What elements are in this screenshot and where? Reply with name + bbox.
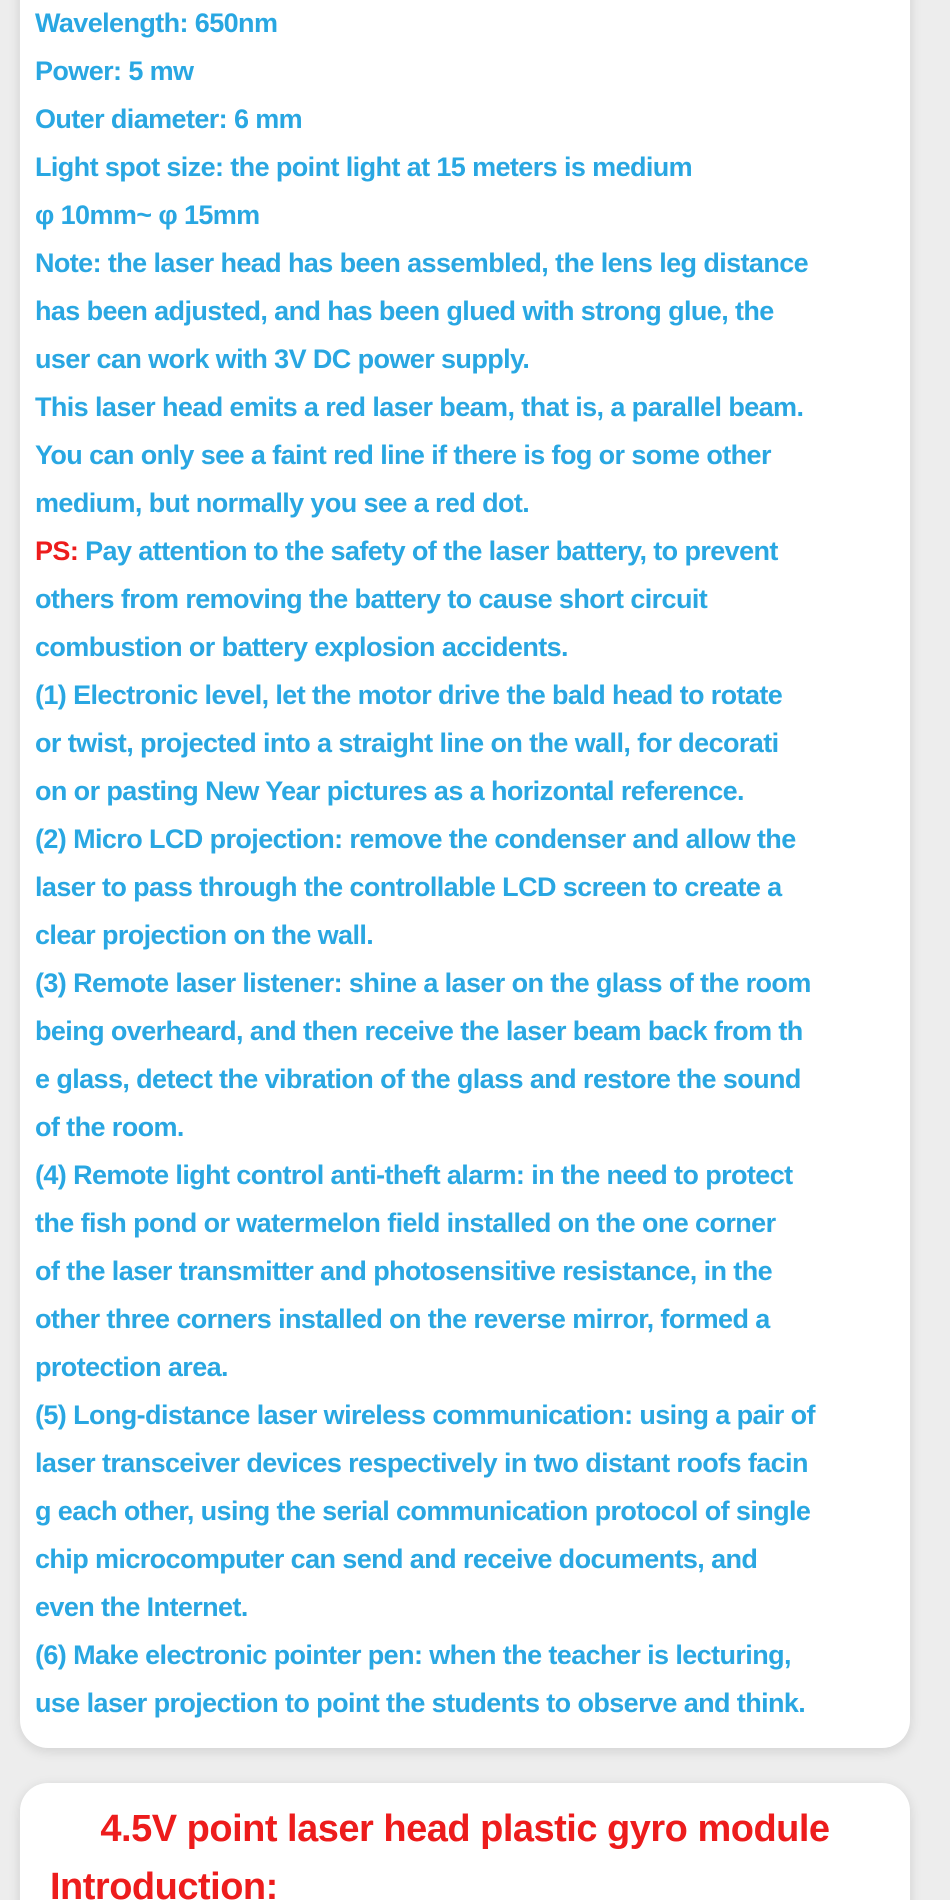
description-line [35, 1055, 888, 1103]
description-line [35, 1103, 888, 1151]
text-segment: others from removing the battery to cause short circuit [35, 584, 708, 614]
description-line [35, 287, 888, 335]
description-line [35, 1007, 888, 1055]
description-line [35, 1679, 888, 1727]
text-segment: chip microcomputer can send and receive documents, and [35, 1544, 758, 1574]
text-segment: Pay attention to the safety of the laser battery, to prevent [78, 536, 778, 566]
description-line [35, 191, 888, 239]
text-segment: Power: 5 mw [35, 56, 194, 86]
description-card [20, 0, 910, 1748]
text-segment: φ 10mm~ φ 15mm [35, 200, 260, 230]
text-segment: You can only see a faint red line if there is fog or some other [35, 440, 771, 470]
text-segment: other three corners installed on the reverse mirror, formed a [35, 1304, 770, 1334]
text-segment: of the laser transmitter and photosensitive resistance, in the [35, 1256, 773, 1286]
description-line [35, 623, 888, 671]
text-segment: Wavelength: 650nm [35, 8, 278, 38]
text-segment: (4) Remote light control anti-theft alarm: in the need to protect [35, 1160, 793, 1190]
text-segment: PS: [35, 536, 79, 566]
description-line [35, 815, 888, 863]
description-line [35, 239, 888, 287]
description-line [35, 0, 888, 47]
description-line [35, 575, 888, 623]
description-line [35, 1583, 888, 1631]
description-line [35, 383, 888, 431]
text-segment: protection area. [35, 1352, 228, 1382]
description-line [35, 527, 888, 575]
description-line [35, 143, 888, 191]
text-segment: or twist, projected into a straight line on the wall, for decorati [35, 728, 779, 758]
text-segment: This laser head emits a red laser beam, that is, a parallel beam. [35, 392, 804, 422]
text-segment: on or pasting New Year pictures as a horizontal reference. [35, 776, 744, 806]
text-segment: laser transceiver devices respectively in two distant roofs facin [35, 1448, 808, 1478]
description-line [35, 671, 888, 719]
text-segment: Light spot size: the point light at 15 meters is medium [35, 152, 693, 182]
intro-card-subtitle: Introduction: [50, 1866, 278, 1900]
text-segment: laser to pass through the controllable LCD screen to create a [35, 872, 782, 902]
text-segment: combustion or battery explosion accidents. [35, 632, 568, 662]
description-line [35, 959, 888, 1007]
description-text [35, 0, 888, 1727]
text-segment: of the room. [35, 1112, 184, 1142]
description-line [35, 1199, 888, 1247]
text-segment: even the Internet. [35, 1592, 248, 1622]
text-segment: Note: the laser head has been assembled, the lens leg distance [35, 248, 809, 278]
text-segment: Outer diameter: 6 mm [35, 104, 303, 134]
text-segment: the fish pond or watermelon field installed on the one corner [35, 1208, 776, 1238]
text-segment: (3) Remote laser listener: shine a laser on the glass of the room [35, 968, 811, 998]
description-line [35, 1343, 888, 1391]
description-line [35, 1631, 888, 1679]
description-line [35, 911, 888, 959]
intro-card [20, 1783, 910, 1900]
text-segment: (1) Electronic level, let the motor drive the bald head to rotate [35, 680, 783, 710]
description-line [35, 767, 888, 815]
description-line [35, 335, 888, 383]
intro-card-title: 4.5V point laser head plastic gyro module [100, 1808, 830, 1850]
description-line [35, 95, 888, 143]
text-segment: clear projection on the wall. [35, 920, 374, 950]
description-line [35, 479, 888, 527]
text-segment: g each other, using the serial communication protocol of single [35, 1496, 811, 1526]
description-line [35, 1439, 888, 1487]
text-segment: has been adjusted, and has been glued with strong glue, the [35, 296, 774, 326]
description-line [35, 1487, 888, 1535]
description-line [35, 1151, 888, 1199]
text-segment: user can work with 3V DC power supply. [35, 344, 530, 374]
text-segment: (5) Long-distance laser wireless communication: using a pair of [35, 1400, 815, 1430]
description-line [35, 1535, 888, 1583]
description-line [35, 719, 888, 767]
text-segment: e glass, detect the vibration of the glass and restore the sound [35, 1064, 801, 1094]
description-line [35, 1295, 888, 1343]
text-segment: use laser projection to point the students to observe and think. [35, 1688, 806, 1718]
text-segment: medium, but normally you see a red dot. [35, 488, 530, 518]
text-segment: being overheard, and then receive the laser beam back from th [35, 1016, 803, 1046]
description-line [35, 1391, 888, 1439]
text-segment: (2) Micro LCD projection: remove the condenser and allow the [35, 824, 796, 854]
description-line [35, 47, 888, 95]
description-line [35, 1247, 888, 1295]
description-line [35, 863, 888, 911]
description-line [35, 431, 888, 479]
text-segment: (6) Make electronic pointer pen: when the teacher is lecturing, [35, 1640, 791, 1670]
